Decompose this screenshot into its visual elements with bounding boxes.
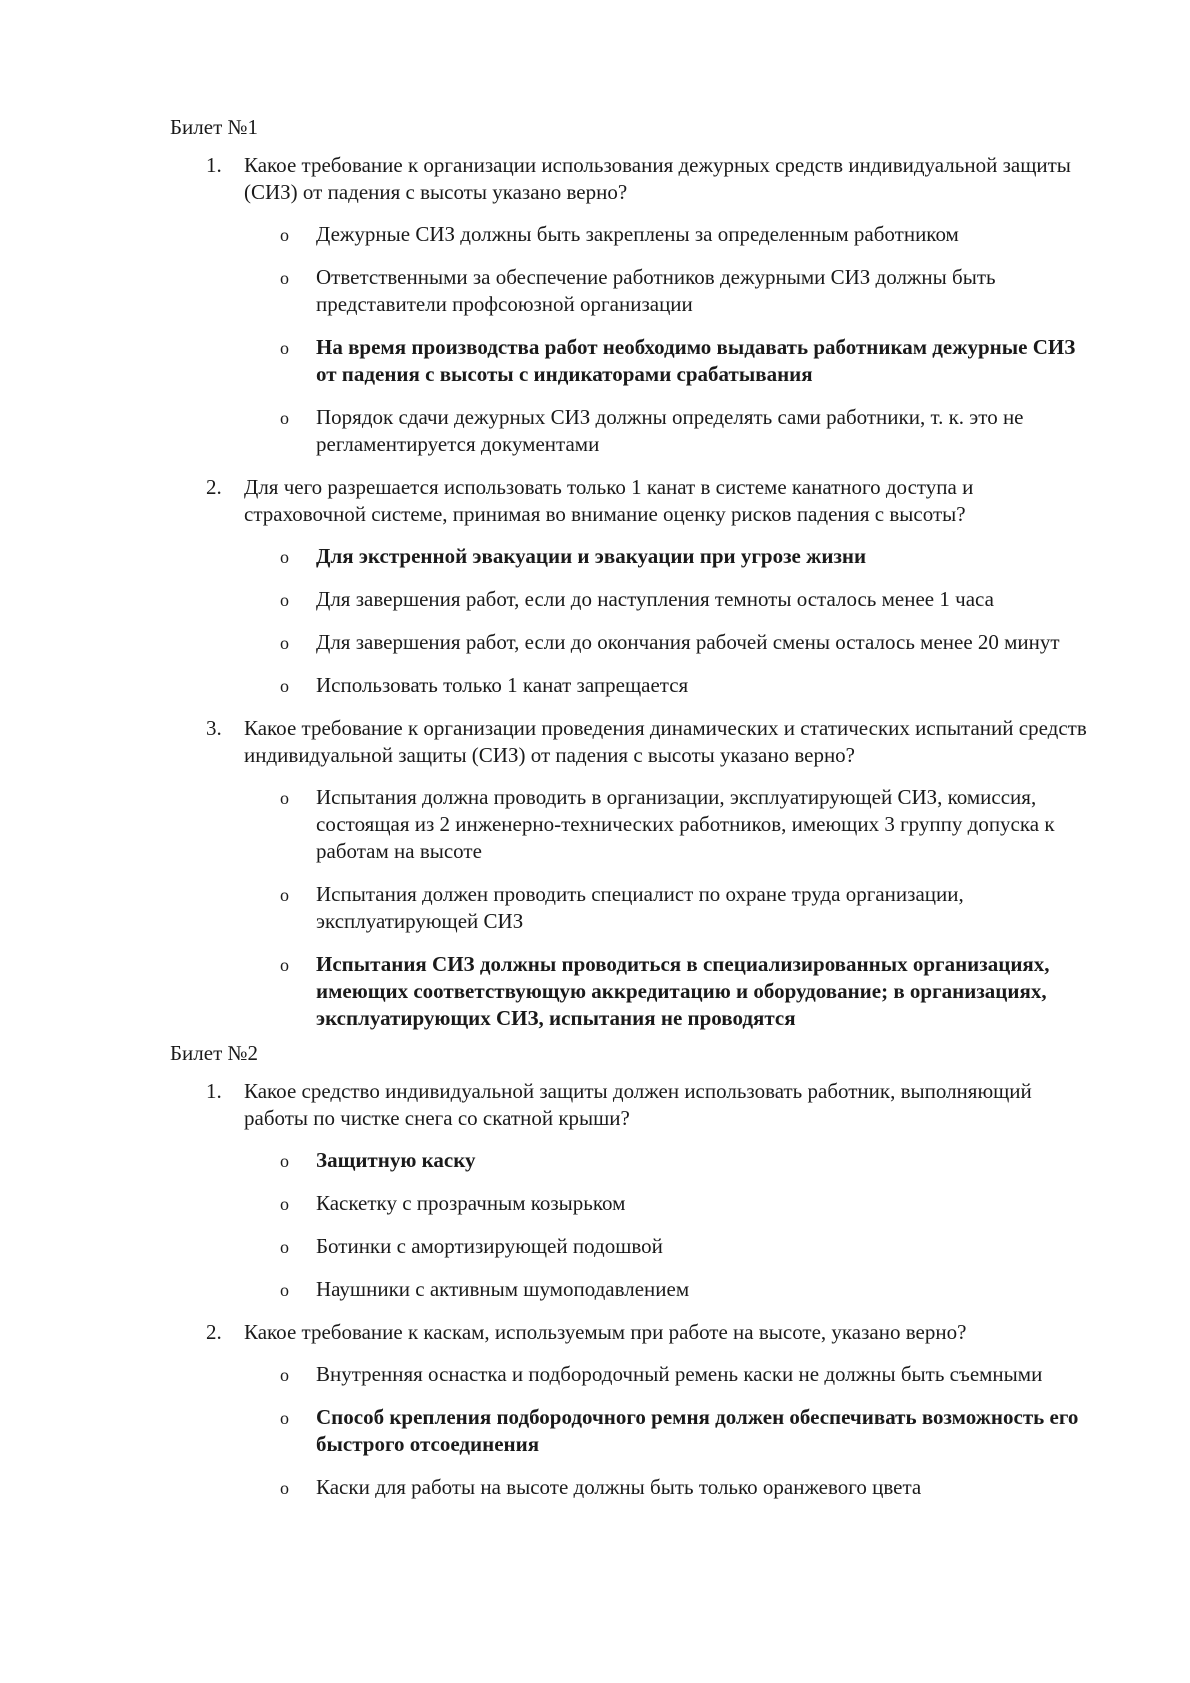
bullet-icon: o — [280, 1408, 289, 1428]
answer-text: Использовать только 1 канат запрещается — [316, 673, 689, 697]
bullet-icon: o — [280, 1194, 289, 1214]
question-number: 1. — [206, 153, 222, 177]
answer-option — [244, 221, 1094, 248]
question-1 — [170, 1078, 1094, 1303]
answer-text: Для завершения работ, если до окончания рабочей смены осталось менее 20 минут — [316, 630, 1060, 654]
question-text: Какое требование к каскам, используемым при работе на высоте, указано верно? — [244, 1320, 967, 1344]
bullet-icon: o — [280, 788, 289, 808]
question-1 — [170, 152, 1094, 458]
bullet-icon: o — [280, 885, 289, 905]
question-number: 1. — [206, 1079, 222, 1103]
answer-text: Защитную каску — [316, 1148, 476, 1172]
answer-text: Наушники с активным шумоподавлением — [316, 1277, 690, 1301]
bullet-icon: o — [280, 268, 289, 288]
answer-option — [244, 404, 1094, 458]
bullet-icon: o — [280, 1478, 289, 1498]
answer-text: Испытания должен проводить специалист по охране труда организации, эксплуатирующей СИЗ — [316, 882, 964, 933]
answer-option-correct — [244, 1404, 1094, 1458]
answer-option — [244, 1276, 1094, 1303]
answer-list — [244, 1361, 1094, 1501]
bullet-icon: o — [280, 1151, 289, 1171]
answer-text: Внутренняя оснастка и подбородочный ремень каски не должны быть съемными — [316, 1362, 1043, 1386]
question-2 — [170, 474, 1094, 699]
answer-option-correct — [244, 543, 1094, 570]
answer-text: Способ крепления подбородочного ремня должен обеспечивать возможность его быстрого отсоединения — [316, 1405, 1079, 1456]
answer-list — [244, 543, 1094, 699]
answer-option — [244, 586, 1094, 613]
bullet-icon: o — [280, 408, 289, 428]
ticket-1 — [170, 114, 1094, 1032]
question-list — [170, 152, 1094, 1032]
ticket-2 — [170, 1040, 1094, 1501]
answer-text: На время производства работ необходимо выдавать работникам дежурные СИЗ от падения с высоты с индикаторами срабатывания — [316, 335, 1076, 386]
question-3 — [170, 715, 1094, 1032]
answer-option — [244, 1190, 1094, 1217]
answer-text: Ответственными за обеспечение работников дежурными СИЗ должны быть представители профсоюзной организации — [316, 265, 996, 316]
answer-option — [244, 881, 1094, 935]
question-text: Для чего разрешается использовать только 1 канат в системе канатного доступа и страховочной системе, принимая во внимание оценку рисков падения с высоты? — [244, 475, 974, 526]
answer-list — [244, 1147, 1094, 1303]
answer-option — [244, 629, 1094, 656]
bullet-icon: o — [280, 590, 289, 610]
question-text: Какое средство индивидуальной защиты должен использовать работник, выполняющий работы по чистке снега со скатной крыши? — [244, 1079, 1032, 1130]
question-number: 3. — [206, 716, 222, 740]
bullet-icon: o — [280, 955, 289, 975]
bullet-icon: o — [280, 676, 289, 696]
bullet-icon: o — [280, 1365, 289, 1385]
answer-option — [244, 264, 1094, 318]
bullet-icon: o — [280, 547, 289, 567]
answer-option — [244, 784, 1094, 865]
answer-option — [244, 1233, 1094, 1260]
answer-text: Порядок сдачи дежурных СИЗ должны определять сами работники, т. к. это не регламентируется документами — [316, 405, 1024, 456]
bullet-icon: o — [280, 225, 289, 245]
answer-text: Дежурные СИЗ должны быть закреплены за определенным работником — [316, 222, 959, 246]
answer-text: Каски для работы на высоте должны быть только оранжевого цвета — [316, 1475, 922, 1499]
bullet-icon: o — [280, 1237, 289, 1257]
answer-option-correct — [244, 1147, 1094, 1174]
answer-text: Каскетку с прозрачным козырьком — [316, 1191, 626, 1215]
bullet-icon: o — [280, 1280, 289, 1300]
answer-text: Испытания СИЗ должны проводиться в специализированных организациях, имеющих соответствующую аккредитацию и оборудование; в организациях, эксплуатирующих СИЗ, испытания не проводятся — [316, 952, 1050, 1030]
question-list — [170, 1078, 1094, 1501]
answer-option-correct — [244, 951, 1094, 1032]
question-number: 2. — [206, 475, 222, 499]
answer-list — [244, 784, 1094, 1032]
answer-option-correct — [244, 334, 1094, 388]
question-text: Какое требование к организации проведения динамических и статических испытаний средств индивидуальной защиты (СИЗ) от падения с высоты указано верно? — [244, 716, 1087, 767]
answer-text: Для завершения работ, если до наступления темноты осталось менее 1 часа — [316, 587, 994, 611]
bullet-icon: o — [280, 338, 289, 358]
ticket-title: Билет №2 — [170, 1041, 259, 1065]
answer-option — [244, 1474, 1094, 1501]
answer-text: Ботинки с амортизирующей подошвой — [316, 1234, 663, 1258]
answer-list — [244, 221, 1094, 458]
ticket-title: Билет №1 — [170, 115, 259, 139]
bullet-icon: o — [280, 633, 289, 653]
question-number: 2. — [206, 1320, 222, 1344]
answer-option — [244, 1361, 1094, 1388]
answer-text: Испытания должна проводить в организации, эксплуатирующей СИЗ, комиссия, состоящая из 2 инженерно-технических работников, имеющих 3 группу допуска к работам на высоте — [316, 785, 1055, 863]
question-text: Какое требование к организации использования дежурных средств индивидуальной защиты (СИЗ) от падения с высоты указано верно? — [244, 153, 1071, 204]
answer-option — [244, 672, 1094, 699]
answer-text: Для экстренной эвакуации и эвакуации при угрозе жизни — [316, 544, 867, 568]
question-2 — [170, 1319, 1094, 1501]
